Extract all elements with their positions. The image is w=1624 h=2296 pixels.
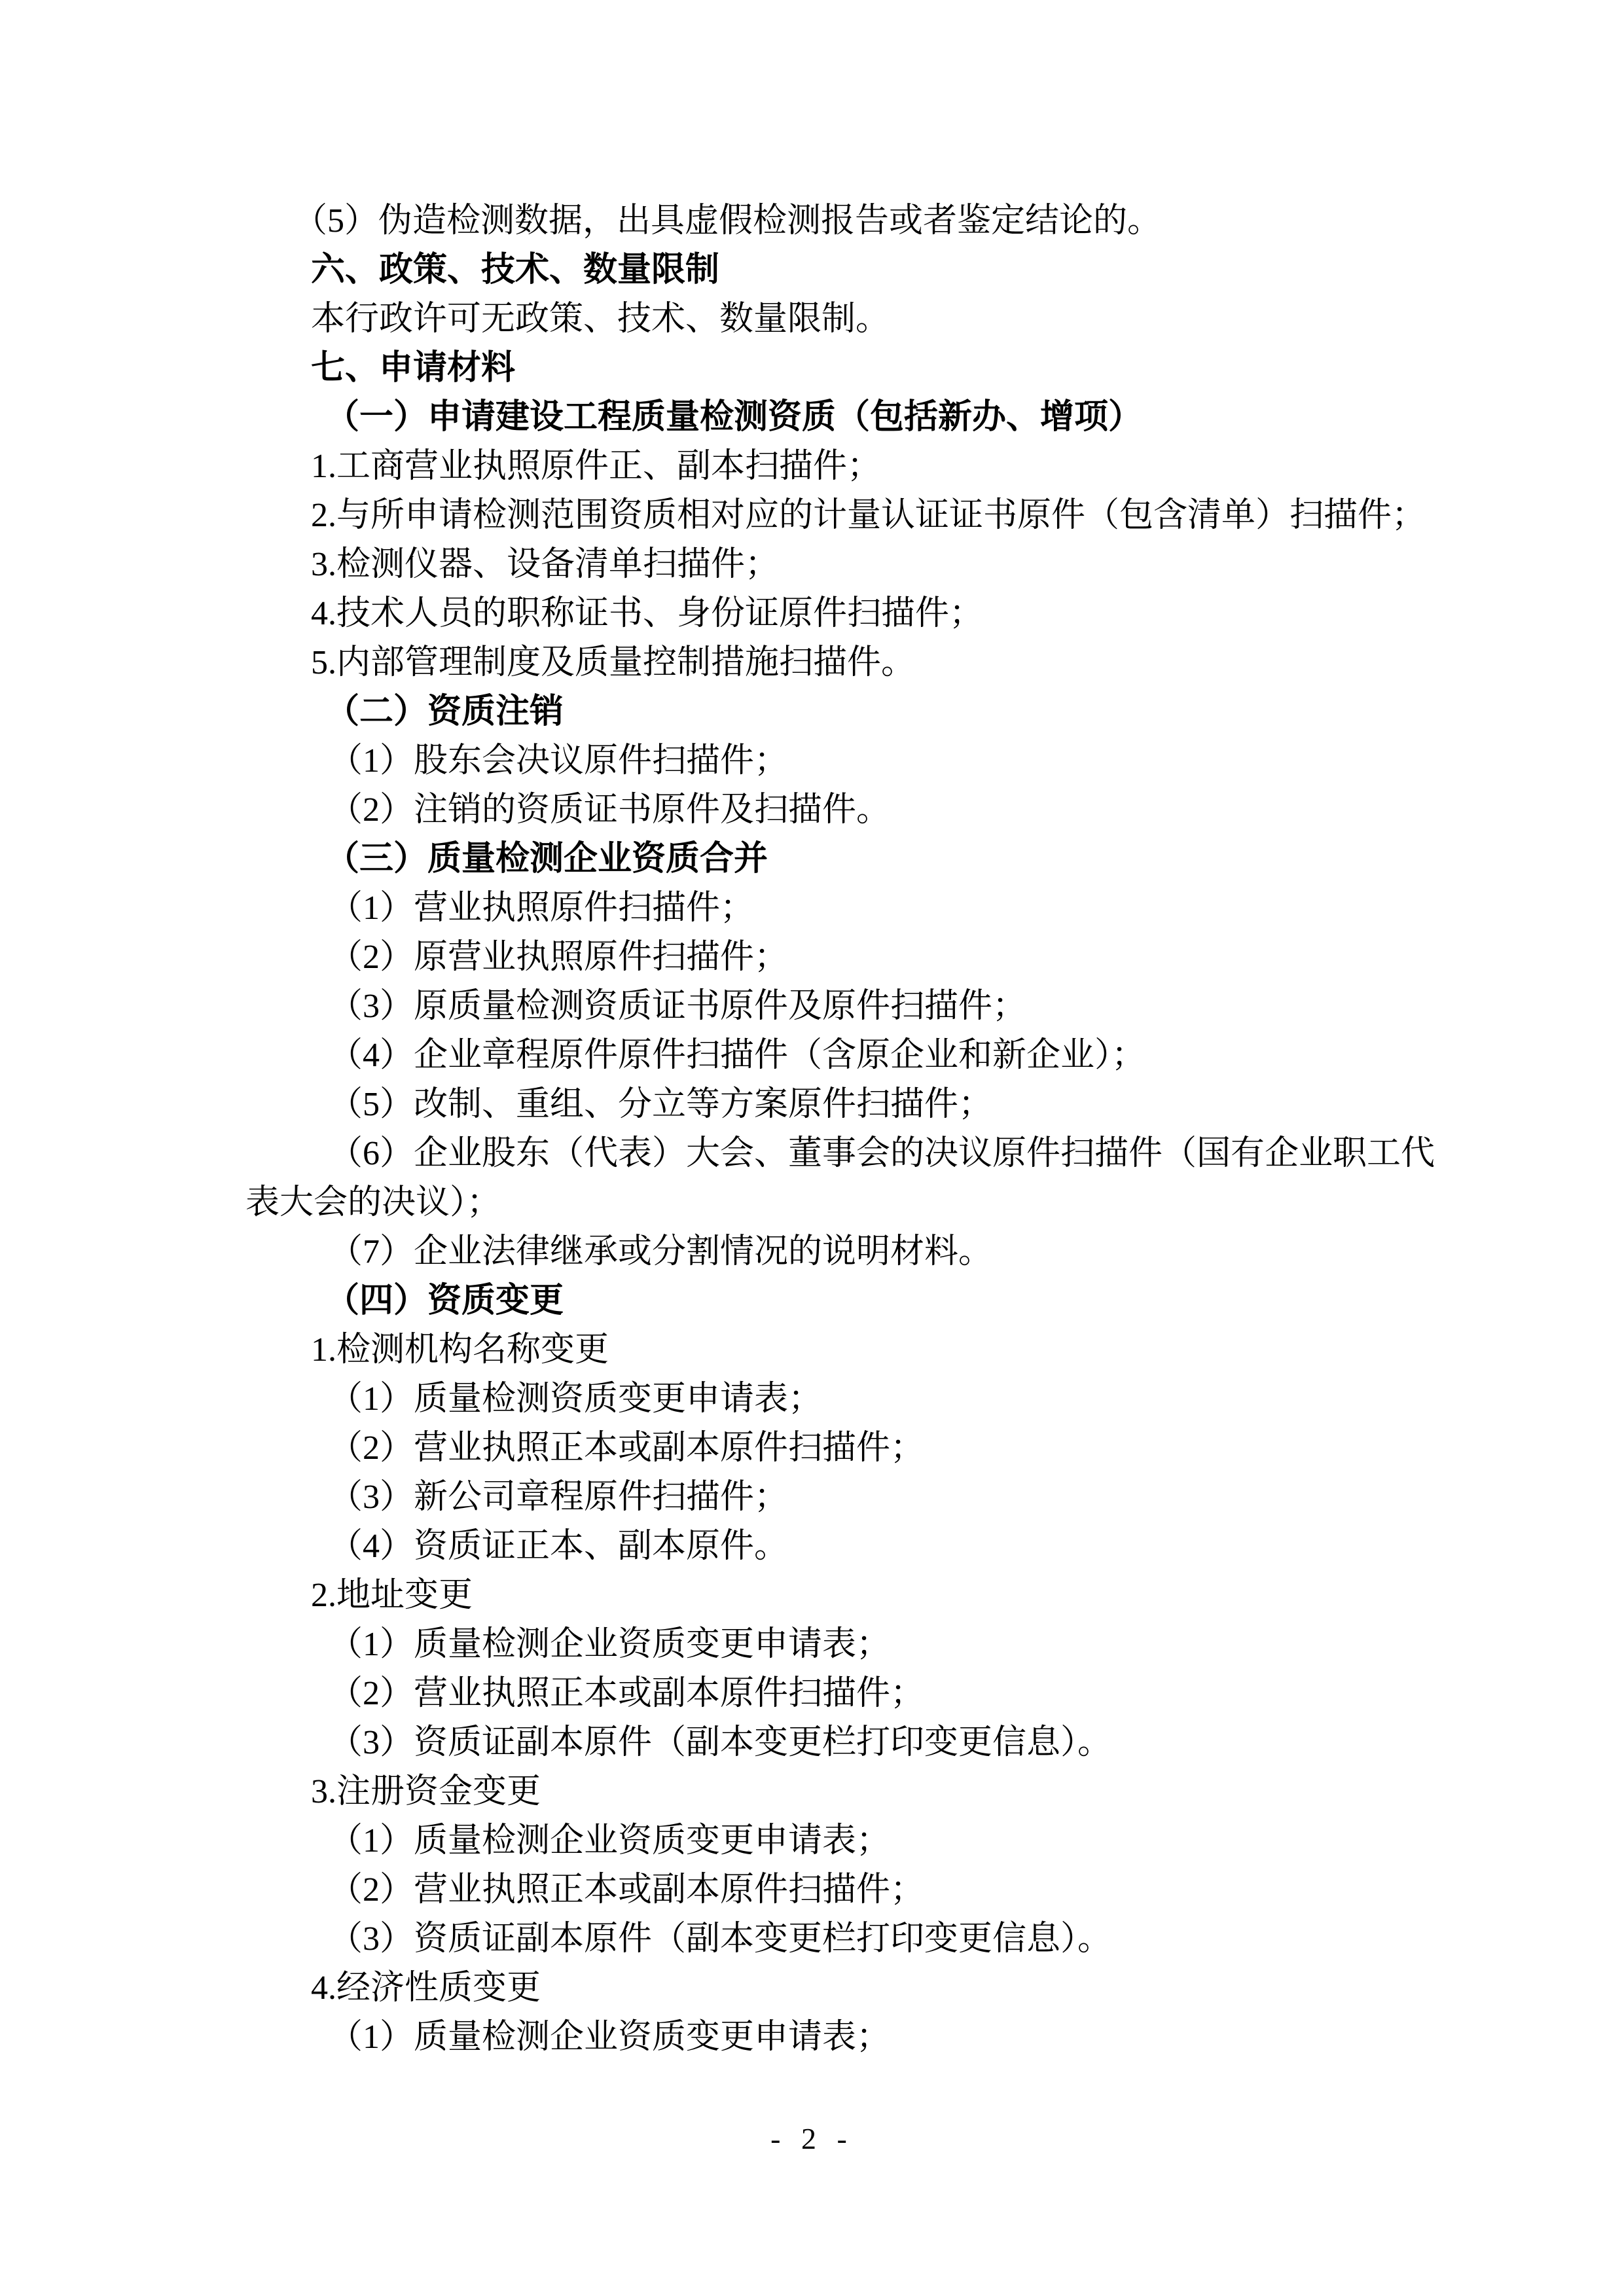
text-line-11: （二）资质注销 [325,692,564,730]
text-line-16: （2）原营业执照原件扫描件； [329,939,789,976]
text-line-17: （3）原质量检测资质证书原件及原件扫描件； [329,988,1027,1025]
text-line-23: （四）资质变更 [325,1282,564,1319]
text-line-26: （2）营业执照正本或副本原件扫描件； [329,1429,925,1467]
text-line-31: （2）营业执照正本或副本原件扫描件； [329,1675,925,1712]
text-line-3: 本行政许可无政策、技术、数量限制。 [311,300,890,338]
text-line-2: 六、政策、技术、数量限制 [311,251,720,289]
text-line-12: （1）股东会决议原件扫描件； [329,742,789,780]
text-line-6: 1.工商营业执照原件正、副本扫描件； [311,448,882,485]
text-line-4: 七、申请材料 [311,349,516,387]
text-line-9: 4.技术人员的职称证书、身份证原件扫描件； [311,595,984,632]
text-line-25: （1）质量检测资质变更申请表； [329,1380,823,1418]
text-line-38: （1）质量检测企业资质变更申请表； [329,2018,891,2056]
text-line-18: （4）企业章程原件原件扫描件（含原企业和新企业）； [329,1037,1146,1074]
text-line-21: 表大会的决议）； [245,1184,501,1221]
text-line-19: （5）改制、重组、分立等方案原件扫描件； [329,1086,993,1123]
text-line-8: 3.检测仪器、设备清单扫描件； [311,546,780,583]
text-line-33: 3.注册资金变更 [311,1773,541,1810]
text-line-10: 5.内部管理制度及质量控制措施扫描件。 [311,644,916,681]
text-line-27: （3）新公司章程原件扫描件； [329,1479,789,1516]
text-line-32: （3）资质证副本原件（副本变更栏打印变更信息）。 [329,1724,1112,1761]
text-line-30: （1）质量检测企业资质变更申请表； [329,1626,891,1663]
page-number: - 2 - [770,2122,854,2155]
text-line-36: （3）资质证副本原件（副本变更栏打印变更信息）。 [329,1920,1112,1958]
text-line-5: （一）申请建设工程质量检测资质（包括新办、增项） [325,398,1143,436]
text-line-24: 1.检测机构名称变更 [311,1331,609,1369]
text-line-15: （1）营业执照原件扫描件； [329,889,755,927]
text-line-28: （4）资质证正本、副本原件。 [329,1528,789,1565]
text-line-29: 2.地址变更 [311,1577,473,1614]
text-line-34: （1）质量检测企业资质变更申请表； [329,1822,891,1859]
text-line-7: 2.与所申请检测范围资质相对应的计量认证证书原件（包含清单）扫描件； [311,497,1426,534]
document-body [245,196,1435,2062]
text-line-35: （2）营业执照正本或副本原件扫描件； [329,1871,925,1909]
text-line-22: （7）企业法律继承或分割情况的说明材料。 [329,1233,993,1270]
text-line-1: （5）伪造检测数据，出具虚假检测报告或者鉴定结论的。 [293,202,1162,240]
text-line-13: （2）注销的资质证书原件及扫描件。 [329,791,891,829]
text-line-37: 4.经济性质变更 [311,1969,541,2007]
text-line-14: （三）质量检测企业资质合并 [325,840,768,878]
text-line-20: （6）企业股东（代表）大会、董事会的决议原件扫描件（国有企业职工代 [329,1135,1435,1172]
